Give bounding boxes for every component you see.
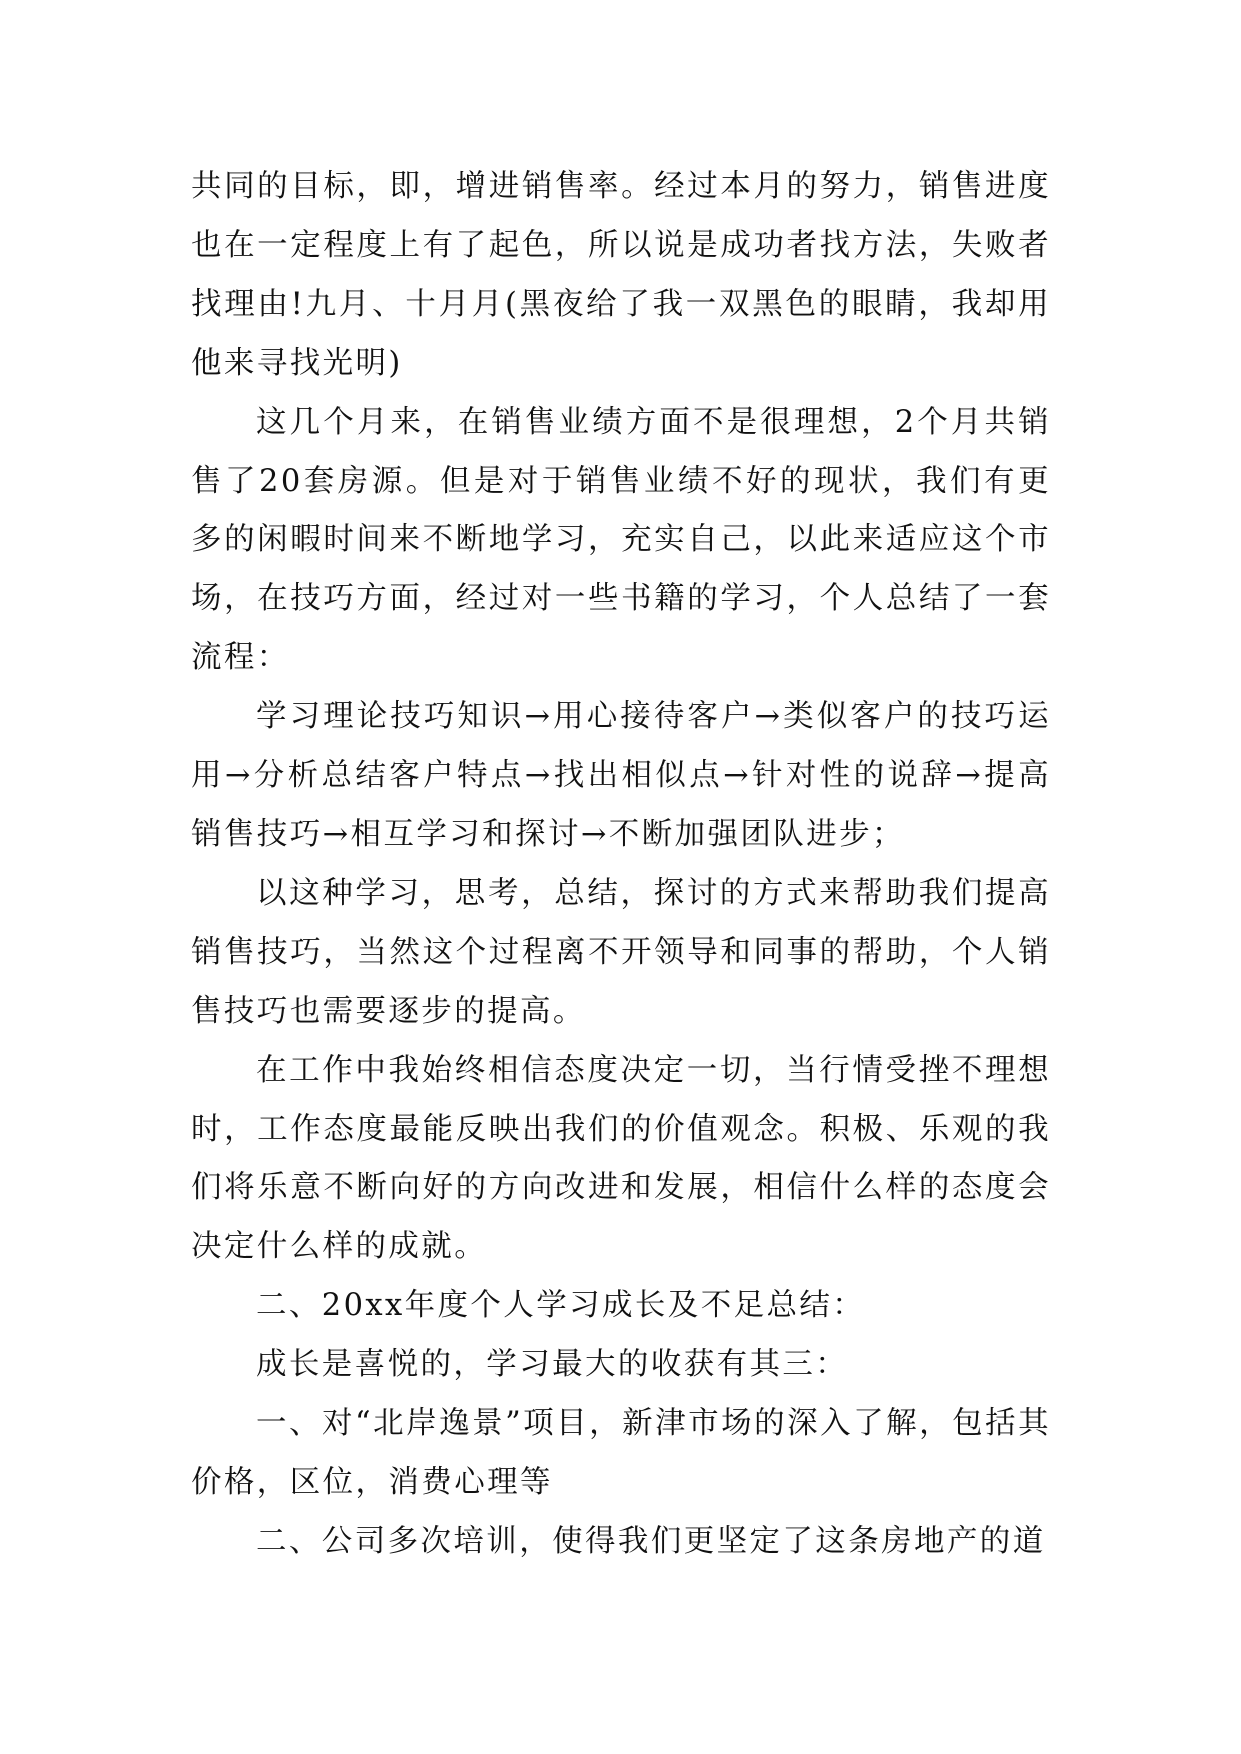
paragraph: 这几个月来，在销售业绩方面不是很理想，2个月共销售了20套房源。但是对于销售业绩不好的现状，我们有更多的闲暇时间来不断地学习，充实自己，以此来适应这个市场，在技巧方面，经过对一些书籍的学习，个人总结了一套流程： [191, 404, 1051, 676]
paragraph: 以这种学习，思考，总结，探讨的方式来帮助我们提高销售技巧，当然这个过程离不开领导和同事的帮助，个人销售技巧也需要逐步的提高。 [191, 875, 1051, 1029]
paragraph: 学习理论技巧知识→用心接待客户→类似客户的技巧运用→分析总结客户特点→找出相似点→针对性的说辞→提高销售技巧→相互学习和探讨→不断加强团队进步； [191, 699, 1051, 852]
paragraph: 在工作中我始终相信态度决定一切，当行情受挫不理想时，工作态度最能反映出我们的价值观念。积极、乐观的我们将乐意不断向好的方向改进和发展，相信什么样的态度会决定什么样的成就。 [191, 1052, 1051, 1265]
list-item: 二、公司多次培训，使得我们更坚定了这条房地产的道 [256, 1523, 1046, 1559]
paragraph: 成长是喜悦的，学习最大的收获有其三： [256, 1347, 849, 1383]
section-heading: 二、20xx年度个人学习成长及不足总结： [256, 1288, 866, 1324]
list-item: 一、对“北岸逸景”项目，新津市场的深入了解，包括其价格，区位，消费心理等 [191, 1406, 1051, 1500]
body-text [191, 158, 1051, 1572]
paragraph: 共同的目标，即，增进销售率。经过本月的努力，销售进度也在一定程度上有了起色，所以说是成功者找方法，失败者找理由!九月、十月月(黑夜给了我一双黑色的眼睛，我却用他来寻找光明) [191, 169, 1051, 381]
